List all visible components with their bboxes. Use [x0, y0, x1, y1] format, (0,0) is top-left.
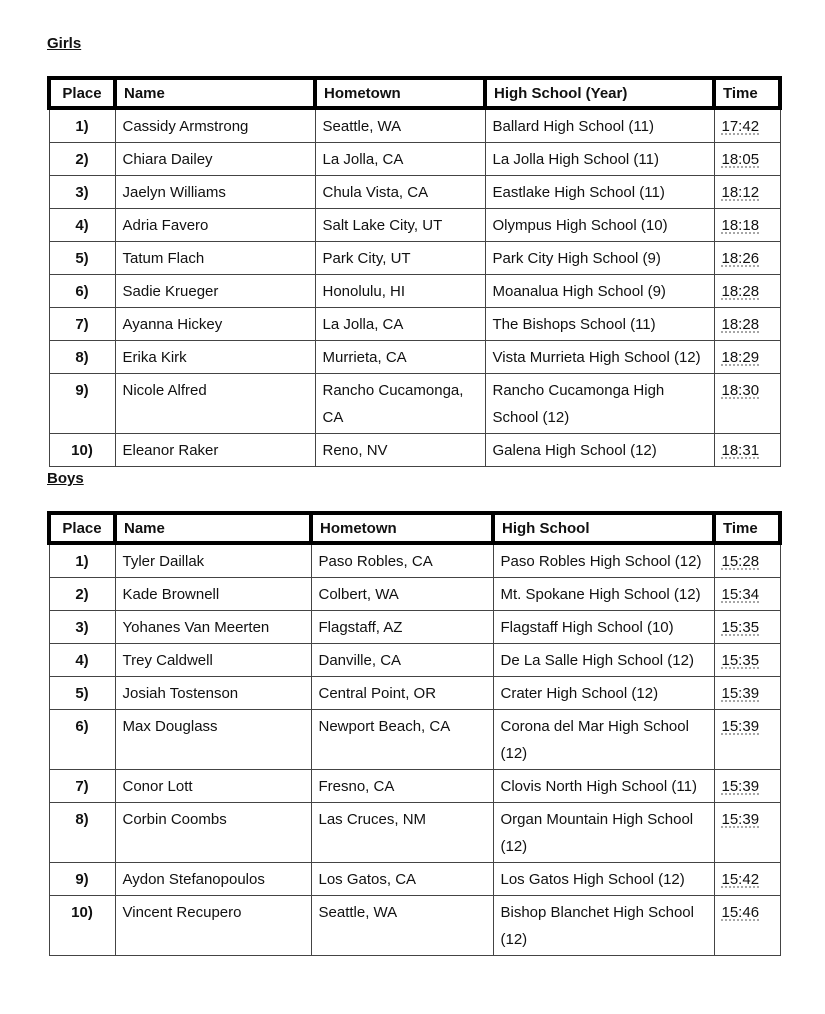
hometown-cell-text: Seattle, WA	[322, 118, 402, 135]
time-cell	[714, 896, 780, 956]
place-cell-text: 8)	[75, 811, 89, 828]
place-cell	[49, 611, 115, 644]
hometown-cell-text: Danville, CA	[318, 652, 402, 669]
name-cell	[115, 374, 315, 434]
hometown-cell	[315, 434, 485, 467]
time-cell	[714, 644, 780, 677]
high-school-cell	[485, 143, 714, 176]
column-header-name: Name	[115, 78, 315, 108]
name-cell-text: Yohanes Van Meerten	[122, 619, 270, 636]
high-school-cell	[493, 863, 714, 896]
name-cell-text: Eleanor Raker	[122, 442, 219, 459]
hometown-cell	[315, 176, 485, 209]
table-row	[49, 677, 780, 710]
name-cell-text: Max Douglass	[122, 718, 218, 735]
place-cell	[49, 275, 115, 308]
table-row	[49, 803, 780, 863]
place-cell	[49, 803, 115, 863]
girls-section-title: Girls	[47, 35, 82, 52]
name-cell-text: Tyler Daillak	[122, 553, 205, 570]
girls-table-body	[49, 108, 780, 467]
name-cell	[115, 863, 311, 896]
name-cell	[115, 710, 311, 770]
high-school-cell	[485, 209, 714, 242]
hometown-cell	[315, 374, 485, 434]
place-cell-text: 3)	[75, 184, 89, 201]
hometown-cell	[315, 308, 485, 341]
high-school-cell-text: Moanalua High School (9)	[492, 283, 666, 300]
place-cell-text: 5)	[75, 250, 89, 267]
table-row	[49, 374, 780, 434]
time-cell-text: 18:31	[721, 442, 760, 459]
hometown-cell	[311, 677, 493, 710]
table-row	[49, 543, 780, 578]
name-cell	[115, 341, 315, 374]
high-school-cell-text: Eastlake High School (11)	[492, 184, 665, 201]
place-cell-text: 10)	[71, 904, 93, 921]
high-school-cell	[485, 275, 714, 308]
high-school-cell	[493, 803, 714, 863]
high-school-cell-text: Rancho Cucamonga High School (12)	[492, 382, 665, 426]
place-cell	[49, 374, 115, 434]
place-cell-text: 4)	[75, 652, 89, 669]
place-cell-text: 6)	[75, 283, 89, 300]
table-row	[49, 341, 780, 374]
high-school-cell	[485, 374, 714, 434]
hometown-cell	[311, 803, 493, 863]
high-school-cell	[485, 308, 714, 341]
time-cell	[714, 176, 780, 209]
time-cell	[714, 308, 780, 341]
time-cell	[714, 209, 780, 242]
time-cell	[714, 710, 780, 770]
place-cell-text: 9)	[75, 382, 89, 399]
name-cell-text: Vincent Recupero	[122, 904, 242, 921]
hometown-cell	[311, 896, 493, 956]
table-row	[49, 434, 780, 467]
hometown-cell	[315, 143, 485, 176]
table-row	[49, 611, 780, 644]
place-cell	[49, 710, 115, 770]
hometown-cell-text: Salt Lake City, UT	[322, 217, 443, 234]
high-school-cell-text: Paso Robles High School (12)	[500, 553, 702, 570]
place-cell	[49, 108, 115, 143]
high-school-cell	[493, 543, 714, 578]
place-cell-text: 1)	[75, 553, 89, 570]
table-row	[49, 209, 780, 242]
hometown-cell-text: Central Point, OR	[318, 685, 437, 702]
time-cell	[714, 863, 780, 896]
name-cell-text: Sadie Krueger	[122, 283, 219, 300]
time-cell-text: 15:34	[721, 586, 760, 603]
time-cell	[714, 341, 780, 374]
time-cell	[714, 611, 780, 644]
high-school-cell-text: The Bishops School (11)	[492, 316, 656, 333]
name-cell-text: Adria Favero	[122, 217, 209, 234]
time-cell-text: 17:42	[721, 118, 760, 135]
place-cell	[49, 434, 115, 467]
name-cell	[115, 611, 311, 644]
table-row	[49, 176, 780, 209]
hometown-cell	[311, 578, 493, 611]
hometown-cell	[311, 863, 493, 896]
time-cell-text: 15:39	[721, 685, 760, 702]
high-school-cell-text: Bishop Blanchet High School (12)	[500, 904, 694, 948]
high-school-cell	[493, 644, 714, 677]
name-cell-text: Ayanna Hickey	[122, 316, 223, 333]
place-cell	[49, 242, 115, 275]
table-row	[49, 770, 780, 803]
high-school-cell	[485, 108, 714, 143]
time-cell-text: 15:46	[721, 904, 760, 921]
table-header-row	[49, 78, 780, 108]
hometown-cell	[311, 710, 493, 770]
time-cell-text: 15:42	[721, 871, 760, 888]
time-cell	[714, 434, 780, 467]
place-cell-text: 7)	[75, 778, 89, 795]
hometown-cell	[315, 341, 485, 374]
name-cell-text: Conor Lott	[122, 778, 193, 795]
name-cell-text: Trey Caldwell	[122, 652, 213, 669]
column-header-name: Name	[115, 513, 311, 543]
high-school-cell-text: Olympus High School (10)	[492, 217, 668, 234]
name-cell	[115, 308, 315, 341]
high-school-cell-text: Flagstaff High School (10)	[500, 619, 674, 636]
name-cell	[115, 108, 315, 143]
high-school-cell-text: Galena High School (12)	[492, 442, 657, 459]
column-header-high-school: High School	[493, 513, 714, 543]
name-cell	[115, 275, 315, 308]
time-cell	[714, 242, 780, 275]
column-header-time: Time	[714, 513, 780, 543]
time-cell-text: 15:39	[721, 778, 760, 795]
place-cell-text: 10)	[71, 442, 93, 459]
hometown-cell-text: Rancho Cucamonga, CA	[322, 382, 464, 426]
time-cell-text: 18:12	[721, 184, 760, 201]
name-cell	[115, 543, 311, 578]
name-cell	[115, 677, 311, 710]
time-cell	[714, 543, 780, 578]
name-cell	[115, 176, 315, 209]
place-cell-text: 2)	[75, 151, 89, 168]
time-cell	[714, 578, 780, 611]
high-school-cell	[485, 341, 714, 374]
time-cell-text: 18:26	[721, 250, 760, 267]
time-cell-text: 15:35	[721, 619, 760, 636]
hometown-cell-text: Reno, NV	[322, 442, 388, 459]
time-cell	[714, 143, 780, 176]
place-cell-text: 9)	[75, 871, 89, 888]
time-cell-text: 18:05	[721, 151, 760, 168]
name-cell-text: Nicole Alfred	[122, 382, 207, 399]
place-cell	[49, 578, 115, 611]
place-cell	[49, 209, 115, 242]
name-cell-text: Josiah Tostenson	[122, 685, 239, 702]
time-cell-text: 18:18	[721, 217, 760, 234]
hometown-cell	[315, 242, 485, 275]
place-cell-text: 5)	[75, 685, 89, 702]
hometown-cell-text: Newport Beach, CA	[318, 718, 451, 735]
column-header-hometown: Hometown	[315, 78, 485, 108]
place-cell	[49, 896, 115, 956]
high-school-cell-text: Mt. Spokane High School (12)	[500, 586, 701, 603]
place-cell	[49, 677, 115, 710]
time-cell	[714, 108, 780, 143]
hometown-cell-text: Honolulu, HI	[322, 283, 406, 300]
column-header-time: Time	[714, 78, 780, 108]
table-row	[49, 863, 780, 896]
place-cell	[49, 176, 115, 209]
hometown-cell-text: Chula Vista, CA	[322, 184, 429, 201]
name-cell	[115, 242, 315, 275]
place-cell	[49, 543, 115, 578]
table-row	[49, 143, 780, 176]
time-cell	[714, 275, 780, 308]
hometown-cell	[315, 275, 485, 308]
high-school-cell-text: Organ Mountain High School (12)	[500, 811, 694, 855]
name-cell	[115, 209, 315, 242]
hometown-cell-text: Los Gatos, CA	[318, 871, 417, 888]
table-row	[49, 896, 780, 956]
column-header-place: Place	[49, 78, 115, 108]
place-cell	[49, 143, 115, 176]
time-cell	[714, 677, 780, 710]
table-header-row	[49, 513, 780, 543]
high-school-cell	[485, 176, 714, 209]
high-school-cell	[493, 710, 714, 770]
high-school-cell	[493, 611, 714, 644]
place-cell-text: 6)	[75, 718, 89, 735]
place-cell	[49, 770, 115, 803]
table-row	[49, 644, 780, 677]
hometown-cell-text: La Jolla, CA	[322, 316, 404, 333]
hometown-cell	[311, 611, 493, 644]
place-cell	[49, 341, 115, 374]
high-school-cell	[493, 677, 714, 710]
high-school-cell-text: De La Salle High School (12)	[500, 652, 694, 669]
name-cell	[115, 143, 315, 176]
table-row	[49, 275, 780, 308]
table-row	[49, 710, 780, 770]
high-school-cell	[493, 896, 714, 956]
hometown-cell	[315, 209, 485, 242]
boys-results-table	[47, 511, 782, 956]
place-cell	[49, 863, 115, 896]
name-cell-text: Corbin Coombs	[122, 811, 227, 828]
table-row	[49, 578, 780, 611]
place-cell	[49, 308, 115, 341]
name-cell	[115, 434, 315, 467]
table-row	[49, 108, 780, 143]
column-header-hometown: Hometown	[311, 513, 493, 543]
high-school-cell-text: Park City High School (9)	[492, 250, 661, 267]
high-school-cell-text: Vista Murrieta High School (12)	[492, 349, 701, 366]
name-cell-text: Kade Brownell	[122, 586, 220, 603]
boys-table-body	[49, 543, 780, 956]
hometown-cell-text: La Jolla, CA	[322, 151, 404, 168]
boys-section-title: Boys	[47, 470, 84, 487]
hometown-cell	[311, 644, 493, 677]
high-school-cell-text: Clovis North High School (11)	[500, 778, 697, 795]
high-school-cell-text: Crater High School (12)	[500, 685, 659, 702]
place-cell-text: 8)	[75, 349, 89, 366]
time-cell-text: 18:29	[721, 349, 760, 366]
hometown-cell-text: Flagstaff, AZ	[318, 619, 403, 636]
name-cell-text: Cassidy Armstrong	[122, 118, 249, 135]
hometown-cell-text: Las Cruces, NM	[318, 811, 427, 828]
name-cell-text: Aydon Stefanopoulos	[122, 871, 265, 888]
name-cell	[115, 644, 311, 677]
high-school-cell	[485, 434, 714, 467]
place-cell-text: 4)	[75, 217, 89, 234]
time-cell-text: 15:39	[721, 718, 760, 735]
hometown-cell-text: Paso Robles, CA	[318, 553, 433, 570]
high-school-cell-text: Corona del Mar High School (12)	[500, 718, 689, 762]
high-school-cell-text: La Jolla High School (11)	[492, 151, 659, 168]
hometown-cell-text: Park City, UT	[322, 250, 411, 267]
time-cell-text: 15:35	[721, 652, 760, 669]
high-school-cell-text: Los Gatos High School (12)	[500, 871, 685, 888]
name-cell	[115, 803, 311, 863]
high-school-cell	[493, 578, 714, 611]
girls-results-table	[47, 76, 782, 467]
time-cell-text: 15:28	[721, 553, 760, 570]
name-cell	[115, 578, 311, 611]
time-cell-text: 18:28	[721, 283, 760, 300]
time-cell-text: 18:30	[721, 382, 760, 399]
time-cell-text: 15:39	[721, 811, 760, 828]
name-cell-text: Tatum Flach	[122, 250, 205, 267]
hometown-cell-text: Colbert, WA	[318, 586, 399, 603]
place-cell-text: 7)	[75, 316, 89, 333]
time-cell	[714, 770, 780, 803]
hometown-cell	[311, 770, 493, 803]
place-cell-text: 3)	[75, 619, 89, 636]
high-school-cell	[485, 242, 714, 275]
column-header-high-school: High School (Year)	[485, 78, 714, 108]
table-row	[49, 308, 780, 341]
column-header-place: Place	[49, 513, 115, 543]
time-cell	[714, 374, 780, 434]
hometown-cell	[315, 108, 485, 143]
place-cell	[49, 644, 115, 677]
name-cell	[115, 770, 311, 803]
high-school-cell	[493, 770, 714, 803]
name-cell-text: Jaelyn Williams	[122, 184, 226, 201]
time-cell-text: 18:28	[721, 316, 760, 333]
hometown-cell-text: Fresno, CA	[318, 778, 395, 795]
name-cell-text: Erika Kirk	[122, 349, 187, 366]
hometown-cell-text: Seattle, WA	[318, 904, 398, 921]
hometown-cell-text: Murrieta, CA	[322, 349, 407, 366]
name-cell	[115, 896, 311, 956]
place-cell-text: 2)	[75, 586, 89, 603]
table-row	[49, 242, 780, 275]
time-cell	[714, 803, 780, 863]
hometown-cell	[311, 543, 493, 578]
name-cell-text: Chiara Dailey	[122, 151, 213, 168]
high-school-cell-text: Ballard High School (11)	[492, 118, 654, 135]
place-cell-text: 1)	[75, 118, 89, 135]
